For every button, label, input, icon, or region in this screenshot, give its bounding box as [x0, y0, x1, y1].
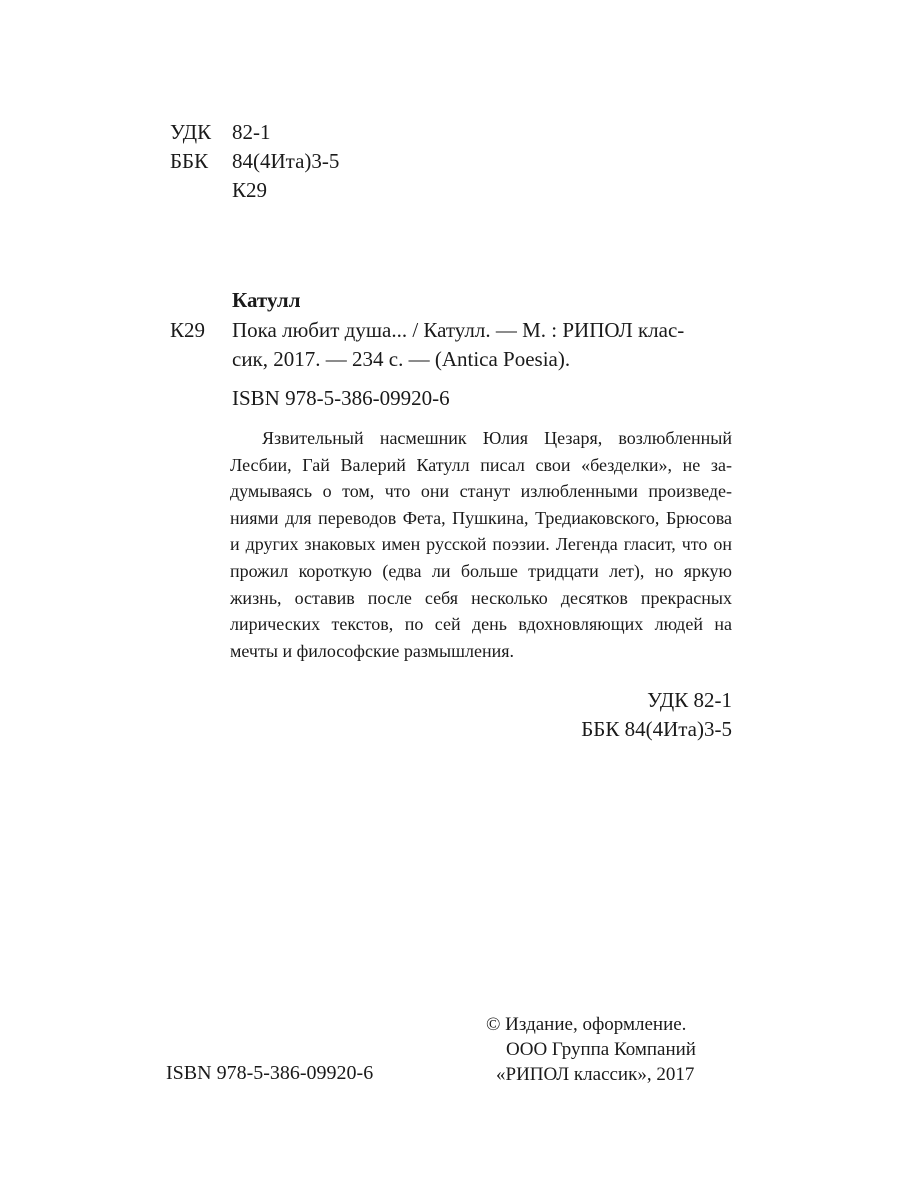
udk-value: 82-1 — [232, 120, 271, 144]
bbk-label: ББК — [170, 149, 209, 173]
record-author-mark: К29 — [170, 318, 206, 342]
bbk-bottom: ББК 84(4Ита)3-5 — [581, 717, 732, 741]
udk-label: УДК — [170, 120, 212, 144]
copyright-line3: «РИПОЛ классик», 2017 — [496, 1064, 695, 1085]
author-mark: К29 — [232, 178, 268, 202]
bbk-value: 84(4Ита)3-5 — [232, 149, 340, 173]
record-description-line1: Пока любит душа... / Катулл. — М. : РИПОЛ клас- — [232, 318, 685, 342]
annotation — [230, 425, 732, 664]
author-heading: Катулл — [232, 288, 301, 312]
copyright-line1: © Издание, оформление. — [486, 1014, 687, 1035]
udk-bottom: УДК 82-1 — [647, 688, 732, 712]
footer-isbn: ISBN 978-5-386-09920-6 — [166, 1062, 374, 1084]
record-isbn: ISBN 978-5-386-09920-6 — [232, 386, 450, 410]
annotation-text: Язвительный насмешник Юлия Цезаря, возлюбленный Лесбии, Гай Валерий Катулл писал свои «безделки», не задумываясь о том, что они станут излюбленными произведениями для переводов Фета, Пушкина, Тредиаковского, Брюсова и других знаковых имен русской поэзии. Легенда гласит, что он прожил короткую (едва ли больше тридцати лет), но яркую жизнь, оставив после себя несколько десятков прекрасных лирических текстов, по сей день вдохновляющих людей на мечты и философские размышления. — [230, 428, 732, 661]
record-description-line2: сик, 2017. — 234 с. — (Antica Poesia). — [232, 347, 571, 371]
copyright-line2: ООО Группа Компаний — [506, 1039, 696, 1060]
